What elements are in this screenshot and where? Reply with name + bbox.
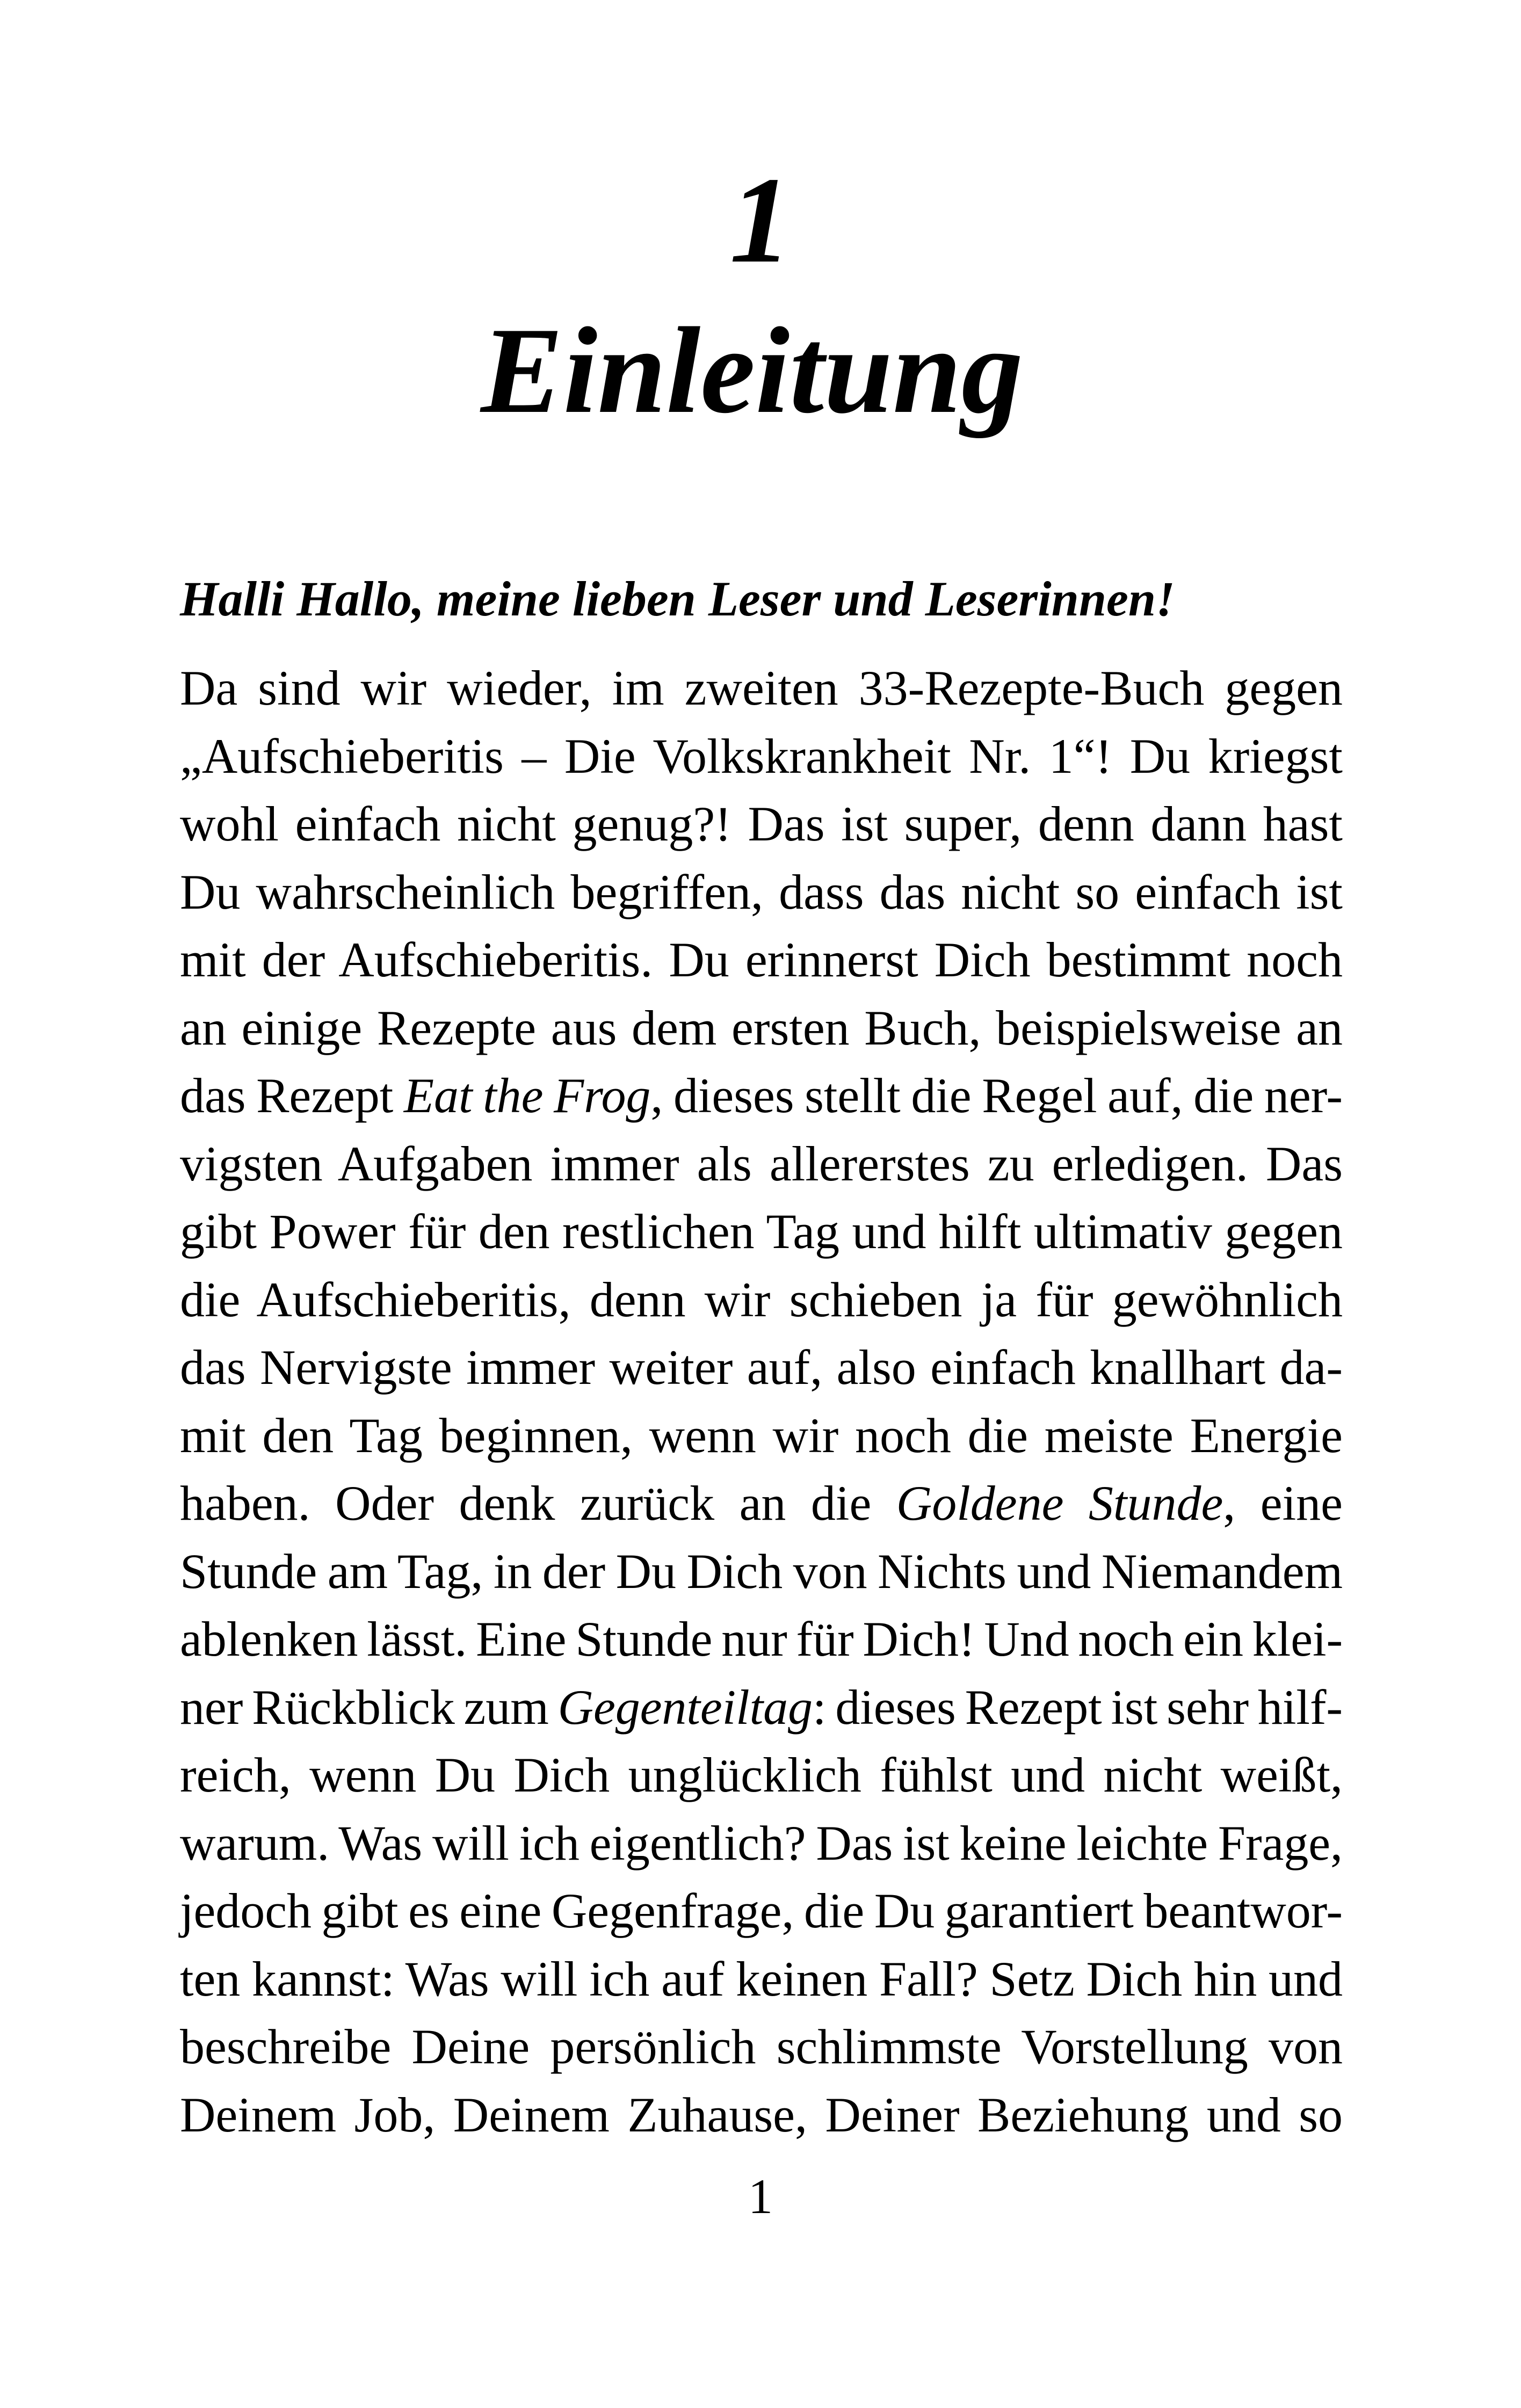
- text-segment: jedoch gibt es eine Gegenfrage, die Du garantiert beantwor-: [180, 1883, 1343, 1938]
- text-segment: : dieses Rezept ist sehr hilf-: [812, 1679, 1343, 1735]
- text-line: [180, 1130, 1343, 1198]
- text-line: [180, 1945, 1343, 2013]
- text-line: [180, 1809, 1343, 1877]
- text-segment: , eine: [1223, 1476, 1343, 1531]
- text-segment: beschreibe Deine persönlich schlimmste Vorstellung von: [180, 2019, 1343, 2074]
- text-segment: „Aufschieberitis – Die Volkskrankheit Nr. 1“! Du kriegst: [180, 728, 1343, 784]
- body-paragraph: [180, 654, 1343, 2149]
- text-line: [180, 1877, 1343, 1945]
- text-line: [180, 790, 1343, 858]
- text-segment: mit der Aufschieberitis. Du erinnerst Dich bestimmt noch: [180, 932, 1343, 987]
- text-segment: Du wahrscheinlich begriffen, dass das nicht so einfach ist: [180, 864, 1343, 919]
- emphasized-text: Eat the Frog: [403, 1068, 651, 1123]
- text-line: [180, 1673, 1343, 1742]
- emphasized-text: Goldene Stunde: [896, 1476, 1223, 1531]
- text-segment: reich, wenn Du Dich unglücklich fühlst und nicht weißt,: [180, 1747, 1343, 1802]
- text-line: [180, 1537, 1343, 1606]
- text-segment: gibt Power für den restlichen Tag und hilft ultimativ gegen: [180, 1204, 1343, 1259]
- text-segment: haben. Oder denk zurück an die: [180, 1476, 896, 1531]
- text-line: [180, 1062, 1343, 1130]
- section-greeting: Halli Hallo, meine lieben Leser und Leserinnen!: [180, 571, 1175, 626]
- text-segment: mit den Tag beginnen, wenn wir noch die meiste Energie: [180, 1408, 1343, 1463]
- text-line: [180, 1198, 1343, 1266]
- text-segment: an einige Rezepte aus dem ersten Buch, beispielsweise an: [180, 1000, 1343, 1055]
- text-segment: warum. Was will ich eigentlich? Das ist keine leichte Frage,: [180, 1815, 1343, 1870]
- text-line: [180, 654, 1343, 722]
- text-segment: vigsten Aufgaben immer als allererstes zu erledigen. Das: [180, 1136, 1343, 1191]
- text-line: [180, 722, 1343, 790]
- text-line: [180, 1402, 1343, 1470]
- text-segment: ablenken lässt. Eine Stunde nur für Dich! Und noch ein klei-: [180, 1612, 1343, 1666]
- chapter-number: 1: [729, 151, 792, 288]
- text-segment: das Rezept: [180, 1068, 404, 1123]
- text-line: [180, 1266, 1343, 1334]
- text-line: [180, 926, 1343, 994]
- text-segment: ner Rückblick zum: [180, 1679, 558, 1735]
- text-line: [180, 2013, 1343, 2081]
- emphasized-text: Gegenteiltag: [557, 1679, 813, 1735]
- text-segment: Stunde am Tag, in der Du Dich von Nichts und Niemandem: [180, 1543, 1343, 1599]
- text-line: [180, 1469, 1343, 1537]
- text-line: [180, 1605, 1343, 1673]
- text-line: [180, 1333, 1343, 1402]
- text-line: [180, 994, 1343, 1062]
- text-line: [180, 2081, 1343, 2149]
- text-segment: Deinem Job, Deinem Zuhause, Deiner Beziehung und so: [180, 2087, 1343, 2142]
- chapter-title: Einleitung: [481, 302, 1023, 439]
- text-line: [180, 858, 1343, 926]
- text-segment: die Aufschieberitis, denn wir schieben ja für gewöhnlich: [180, 1272, 1343, 1327]
- text-segment: Da sind wir wieder, im zweiten 33-Rezepte-Buch gegen: [180, 661, 1343, 715]
- text-line: [180, 1741, 1343, 1809]
- text-segment: das Nervigste immer weiter auf, also einfach knallhart da-: [180, 1340, 1343, 1395]
- page-number: 1: [748, 2169, 773, 2224]
- text-segment: ten kannst: Was will ich auf keinen Fall? Setz Dich hin und: [180, 1951, 1343, 2006]
- text-segment: wohl einfach nicht genug?! Das ist super, denn dann hast: [180, 796, 1343, 851]
- text-segment: , dieses stellt die Regel auf, die ner-: [650, 1068, 1343, 1123]
